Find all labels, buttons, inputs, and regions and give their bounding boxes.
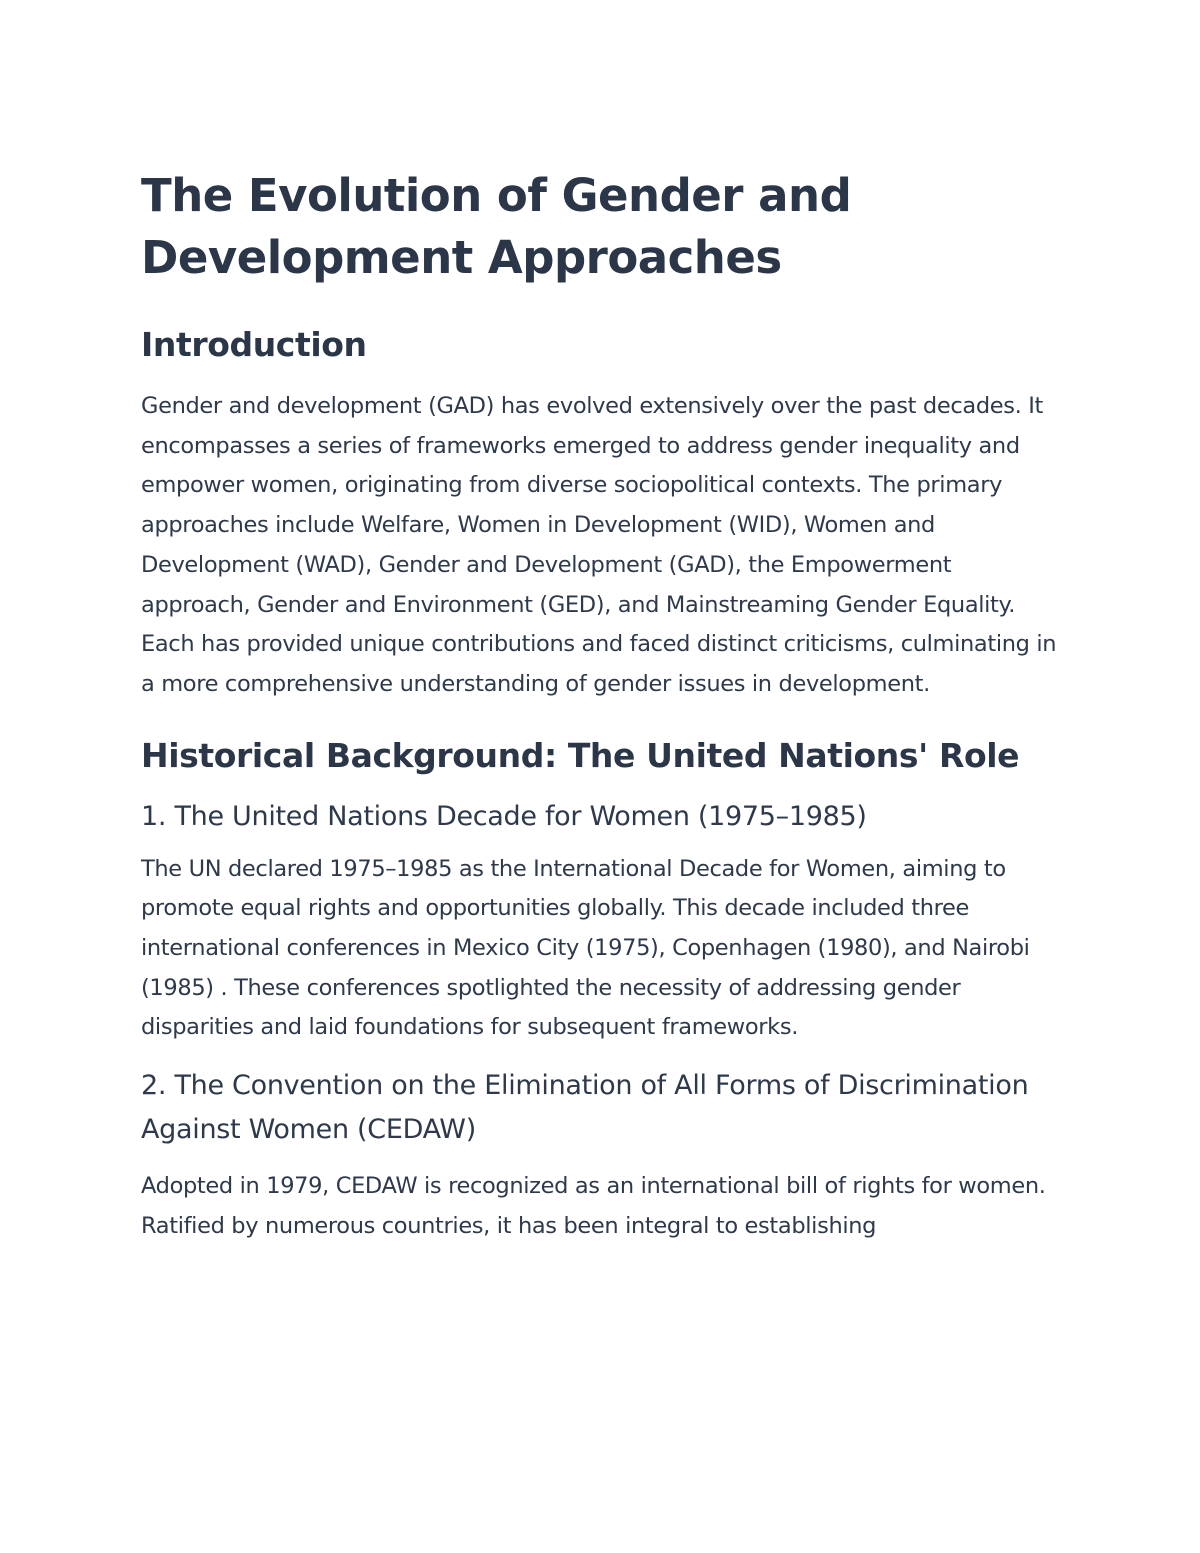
document-title: The Evolution of Gender and Development Approaches	[141, 169, 852, 284]
cedaw-paragraph: Adopted in 1979, CEDAW is recognized as an international bill of rights for women. Ratified by numerous countries, it has been integral to establishing	[141, 1173, 1046, 1239]
subsection-heading-un-decade: 1. The United Nations Decade for Women (1975–1985)	[141, 800, 867, 832]
section-heading-historical-background: Historical Background: The United Nations' Role	[141, 735, 1020, 775]
document-page	[141, 165, 1066, 1247]
section-heading-introduction: Introduction	[141, 325, 367, 364]
un-decade-paragraph: The UN declared 1975–1985 as the International Decade for Women, aiming to promote equal rights and opportunities globally. This decade included three international conferences in Mexico City (1975), Copenhagen (1980), and Nairobi (1985) . These conferences spotlighted the necessity of addressing gender disparities and laid foundations for subsequent frameworks.	[141, 855, 1030, 1041]
introduction-paragraph: Gender and development (GAD) has evolved extensively over the past decades. It encompasses a series of frameworks emerged to address gender inequality and empower women, originating from diverse sociopolitical contexts. The primary approaches include Welfare, Women in Development (WID), Women and Development (WAD), Gender and Development (GAD), the Empowerment approach, Gender and Environment (GED), and Mainstreaming Gender Equality. Each has provided unique contributions and faced distinct criticisms, culminating in a more comprehensive understanding of gender issues in development.	[141, 393, 1057, 697]
subsection-heading-cedaw: 2. The Convention on the Elimination of All Forms of Discrimination Against Women (CEDAW)	[141, 1070, 1029, 1146]
